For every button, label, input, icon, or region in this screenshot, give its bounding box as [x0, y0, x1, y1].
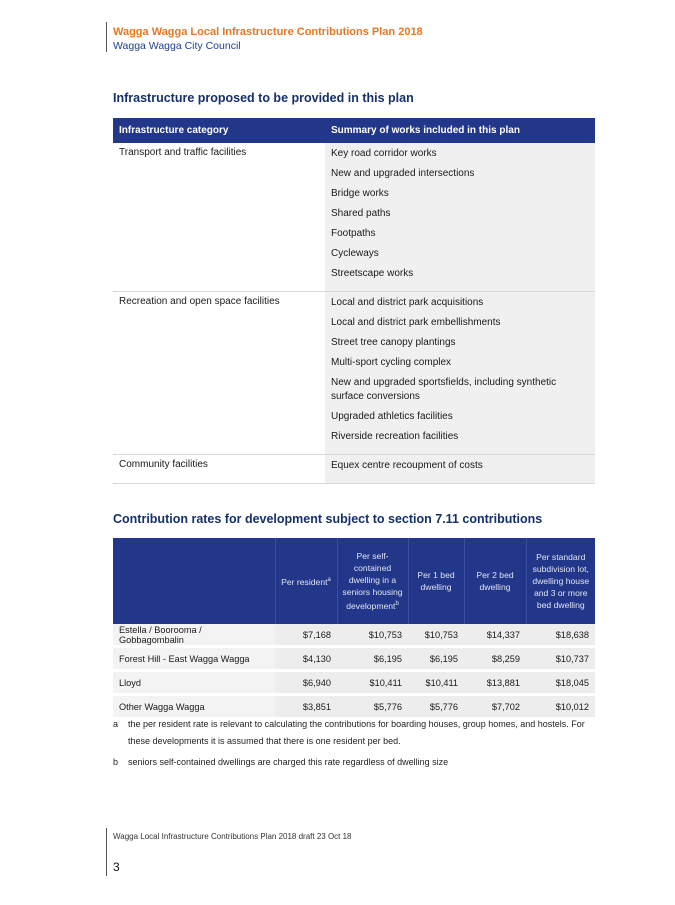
rate-value-cell: $10,411 [408, 671, 464, 695]
infrastructure-heading: Infrastructure proposed to be provided in this plan [113, 91, 414, 105]
rate-value-cell: $6,195 [337, 647, 408, 671]
work-item: Footpaths [331, 228, 376, 239]
document-title: Wagga Wagga Local Infrastructure Contributions Plan 2018 [113, 26, 423, 38]
work-item: Streetscape works [331, 268, 414, 279]
work-item: Local and district park embellishments [331, 317, 501, 328]
rates-col-header-text: Per standard subdivision lot, dwelling house and 3 or more bed dwelling [532, 552, 590, 610]
work-item: Street tree canopy plantings [331, 337, 456, 348]
page-number: 3 [113, 860, 120, 874]
header-rule [106, 22, 107, 52]
work-item: New and upgraded sportsfields, including synthetic surface conversions [331, 377, 557, 402]
location-cell: Estella / Boorooma / Gobbagombalin [113, 624, 275, 647]
rates-col-header-text: Per 1 bed dwelling [417, 570, 455, 592]
rates-col-header [275, 538, 337, 624]
infrastructure-row [113, 455, 595, 484]
rate-value-cell: $13,881 [464, 671, 526, 695]
work-item: New and upgraded intersections [331, 168, 475, 179]
rates-row [113, 671, 595, 695]
footnote-a [113, 716, 603, 750]
rate-value-cell: $6,940 [275, 671, 337, 695]
rate-value-cell: $10,411 [337, 671, 408, 695]
rate-value-cell: $14,337 [464, 624, 526, 647]
work-item: Shared paths [331, 208, 391, 219]
rates-header-row [113, 538, 595, 624]
rate-value-cell: $18,045 [526, 671, 595, 695]
rate-value-cell: $4,130 [275, 647, 337, 671]
footnote-text: the per resident rate is relevant to calculating the contributions for boarding houses, group homes, and hostels. For these developments it is assumed that there is one resident per bed. [128, 719, 585, 746]
location-cell: Lloyd [113, 671, 275, 695]
work-item: Riverside recreation facilities [331, 431, 459, 442]
footer-text: Wagga Local Infrastructure Contributions Plan 2018 draft 23 Oct 18 [113, 832, 352, 841]
col-header-category: Infrastructure category [113, 118, 325, 143]
rate-value-cell: $8,259 [464, 647, 526, 671]
works-cell [325, 455, 595, 484]
rate-value-cell: $5,776 [337, 695, 408, 719]
infrastructure-category-cell: Community facilities [113, 455, 325, 484]
rates-row [113, 695, 595, 719]
works-cell [325, 292, 595, 455]
footnote-marker: a [327, 577, 331, 584]
location-cell: Forest Hill - East Wagga Wagga [113, 647, 275, 671]
document-subtitle: Wagga Wagga City Council [113, 40, 241, 52]
rates-heading: Contribution rates for development subject to section 7.11 contributions [113, 512, 543, 526]
footnote-label: a [113, 719, 119, 729]
infrastructure-category-cell: Transport and traffic facilities [113, 143, 325, 292]
rate-value-cell: $7,168 [275, 624, 337, 647]
rate-value-cell: $10,012 [526, 695, 595, 719]
work-item: Local and district park acquisitions [331, 297, 484, 308]
rate-value-cell: $10,753 [408, 624, 464, 647]
rate-value-cell: $10,737 [526, 647, 595, 671]
rates-col-header-text: Per 2 bed dwelling [476, 570, 514, 592]
infrastructure-category-cell: Recreation and open space facilities [113, 292, 325, 455]
rate-value-cell: $10,753 [337, 624, 408, 647]
rates-col-header [408, 538, 464, 624]
rates-col-header [526, 538, 595, 624]
rates-row [113, 647, 595, 671]
rates-col-header [337, 538, 408, 624]
rate-value-cell: $18,638 [526, 624, 595, 647]
works-cell [325, 143, 595, 292]
rates-col-header-text: Per resident [281, 576, 328, 587]
infrastructure-header-row [113, 118, 595, 143]
footer-rule [106, 828, 107, 876]
footnote-label: b [113, 757, 119, 767]
footnote-b [113, 754, 603, 771]
rate-value-cell: $5,776 [408, 695, 464, 719]
infrastructure-row [113, 292, 595, 455]
footnote-marker: b [395, 601, 399, 608]
location-cell: Other Wagga Wagga [113, 695, 275, 719]
infrastructure-table [113, 118, 595, 484]
rate-value-cell: $3,851 [275, 695, 337, 719]
col-header-works: Summary of works included in this plan [325, 118, 595, 143]
rate-value-cell: $7,702 [464, 695, 526, 719]
rates-table [113, 538, 595, 720]
footnote-text: seniors self-contained dwellings are charged this rate regardless of dwelling size [128, 757, 449, 767]
rate-value-cell: $6,195 [408, 647, 464, 671]
rates-col-header [113, 538, 275, 624]
work-item: Upgraded athletics facilities [331, 411, 453, 422]
work-item: Key road corridor works [331, 148, 437, 159]
infrastructure-row [113, 143, 595, 292]
work-item: Bridge works [331, 188, 389, 199]
work-item: Multi-sport cycling complex [331, 357, 452, 368]
rates-col-header-text: Per self-contained dwelling in a seniors housing development [342, 551, 403, 611]
rates-col-header [464, 538, 526, 624]
work-item: Equex centre recoupment of costs [331, 460, 483, 471]
rates-row [113, 624, 595, 647]
work-item: Cycleways [331, 248, 379, 259]
